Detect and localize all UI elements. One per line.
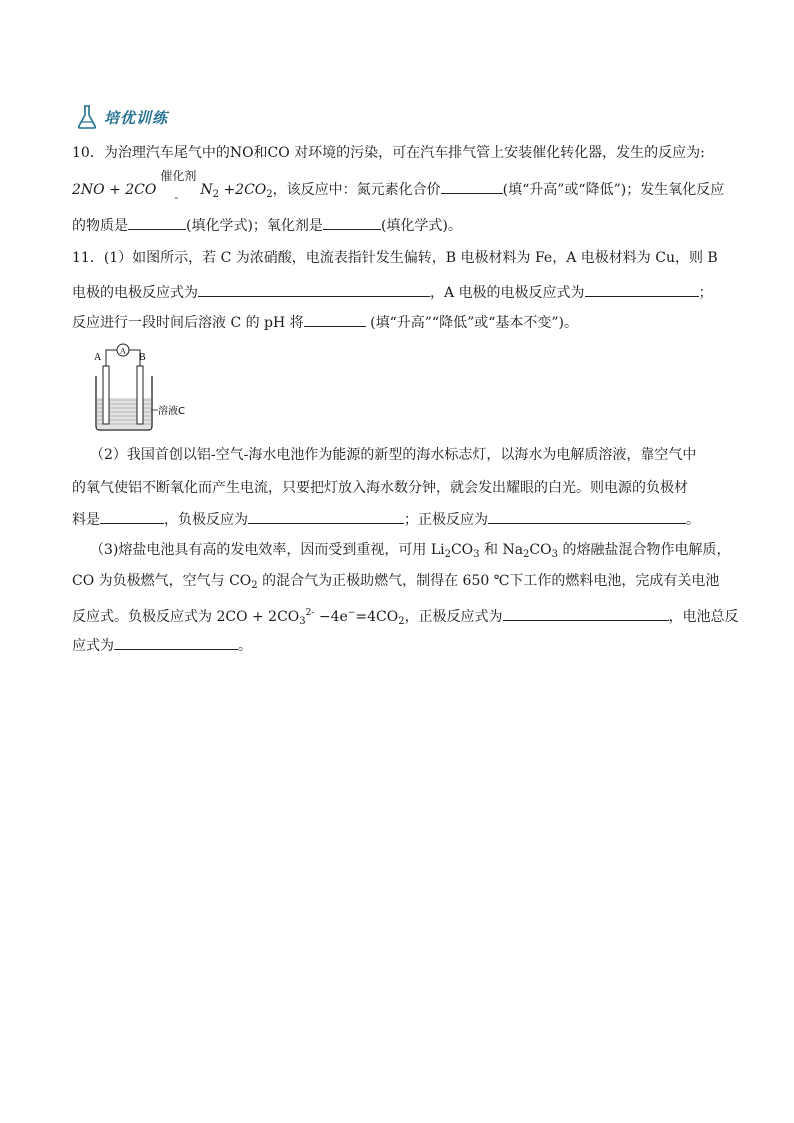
section-header [76, 104, 168, 130]
answer-blank-negative-reaction[interactable] [248, 508, 404, 524]
answer-blank-oxidant[interactable] [323, 214, 381, 230]
catalyst-arrow [158, 169, 198, 204]
answer-blank-nitrogen[interactable] [441, 178, 503, 194]
answer-blank-ph[interactable] [304, 311, 366, 327]
subscript: 2 [444, 549, 451, 560]
q11-p2-text-1: （2）我国首创以铝-空气-海水电池作为能源的新型的海水标志灯，以海水为电解质溶液，靠空气中 [90, 447, 697, 463]
q11-text-6: (填“升高”“降低”或“基本不变”)。 [365, 315, 579, 331]
answer-blank-positive-reaction[interactable] [488, 508, 686, 524]
answer-blank-b-electrode[interactable] [198, 281, 430, 297]
electrode-a [103, 366, 109, 424]
section-title: 培优训练 [104, 108, 169, 127]
q11-p3-text-6: CO 为负极燃气，空气与 CO [72, 573, 252, 589]
q11-p3-text-12: ，电池总反 [668, 609, 739, 625]
q11-line1 [72, 248, 732, 268]
cell-diagram [90, 340, 210, 432]
q11-p2-text-3: 料是 [72, 512, 100, 528]
q10-line3 [72, 214, 732, 236]
q11-p3-line1 [90, 540, 750, 565]
q10-text-1: 10．为治理汽车尾气中的NO和CO 对环境的污染，可在汽车排气管上安装催化转化器，发生的反应为: [72, 145, 705, 161]
superscript: 2- [305, 608, 315, 618]
electrode-b [137, 366, 143, 424]
q10-text-2: ，该反应中：氮元素化合价 [272, 182, 441, 198]
q11-p3-text-1: （3)熔盐电池具有高的发电效率，因而受到重视，可用 Li [90, 542, 445, 558]
q11-p2-text-5: ；正极反应为 [404, 512, 488, 528]
label-electrode-b: B [139, 352, 146, 363]
q11-p3-text-13: 应式为 [72, 638, 114, 654]
q10-text-3: (填“升高”或“降低”)；发生氧化反应 [502, 182, 725, 198]
answer-blank-positive-equation[interactable] [503, 605, 669, 621]
answer-blank-a-electrode[interactable] [585, 281, 699, 297]
q11-p3-text-9: −4e [314, 609, 348, 625]
q11-p3-text-8: 反应式。负极反应式为 2CO + 2CO [72, 609, 300, 625]
q11-p3-text-5: 的熔融盐混合物作电解质， [558, 542, 731, 558]
answer-blank-total-equation[interactable] [114, 634, 238, 650]
q11-p3-text-11: ，正极反应式为 [404, 609, 503, 625]
solution-label: 溶液C [158, 406, 185, 417]
q10-text-6: (填化学式)。 [380, 218, 462, 234]
q11-p3-text-14: 。 [238, 638, 252, 654]
q11-p2-text-6: 。 [686, 512, 700, 528]
q11-p3-line2 [72, 571, 732, 596]
subscript: 3 [299, 616, 306, 627]
q10-text-5: (填化学式)；氧化剂是 [186, 218, 323, 234]
q11-p3-text-2: CO [450, 542, 474, 558]
equation-right-n-sub: 2 [212, 189, 219, 200]
label-electrode-a: A [94, 352, 102, 363]
q11-p2-line3 [72, 508, 732, 530]
catalyst-label: 催化剂 [160, 169, 197, 183]
q11-p3-text-7: 的混合气为正极助燃气，制得在 650 ℃下工作的燃料电池，完成有关电池 [257, 573, 720, 589]
answer-blank-oxidized[interactable] [128, 214, 186, 230]
subscript: 2 [398, 616, 405, 627]
q11-text-2: 电极的电极反应式为 [72, 285, 198, 301]
q11-text-3: ，A 电极的电极反应式为 [430, 285, 585, 301]
subscript: 3 [551, 549, 558, 560]
q11-p3-line4 [72, 634, 732, 656]
q11-p3-text-10: =4CO [355, 609, 399, 625]
q11-p2-line2 [72, 478, 732, 498]
q11-p3-line3 [72, 603, 739, 632]
q11-p2-text-2: 的氧气使铝不断氧化而产生电流，只要把灯放入海水数分钟，就会发出耀眼的白光。则电源的负极材 [72, 480, 688, 496]
superscript: − [347, 608, 356, 618]
q10-line2 [72, 169, 732, 205]
q11-line2 [72, 281, 732, 303]
q11-p2-line1 [90, 445, 750, 465]
q11-p3-text-4: CO [529, 542, 552, 558]
catalyst-mark: - [174, 191, 179, 204]
q11-p3-text-3: 和 Na [479, 542, 524, 558]
q11-text-4: ； [698, 285, 713, 301]
equation-right-co: +2CO [219, 182, 267, 198]
q11-text-1: 11．(1）如图所示，若 C 为浓硝酸，电流表指针发生偏转，B 电极材料为 Fe，A 电极材料为 Cu，则 B [72, 250, 718, 266]
q11-p2-text-4: ，负极反应为 [164, 512, 248, 528]
equation-left: 2NO + 2CO [72, 182, 157, 198]
ammeter-label: A [120, 346, 126, 356]
q10-line1 [72, 143, 732, 163]
q11-text-5: 反应进行一段时间后溶液 C 的 pH 将 [72, 315, 304, 331]
subscript: 3 [473, 549, 480, 560]
equation-right-n: N [200, 182, 213, 198]
equation-right-sub: 2 [266, 189, 273, 200]
flask-icon [76, 104, 98, 130]
q10-text-4: 的物质是 [72, 218, 128, 234]
subscript: 2 [251, 580, 258, 591]
subscript: 2 [523, 549, 530, 560]
q11-line3 [72, 311, 732, 333]
answer-blank-negative-material[interactable] [100, 508, 164, 524]
